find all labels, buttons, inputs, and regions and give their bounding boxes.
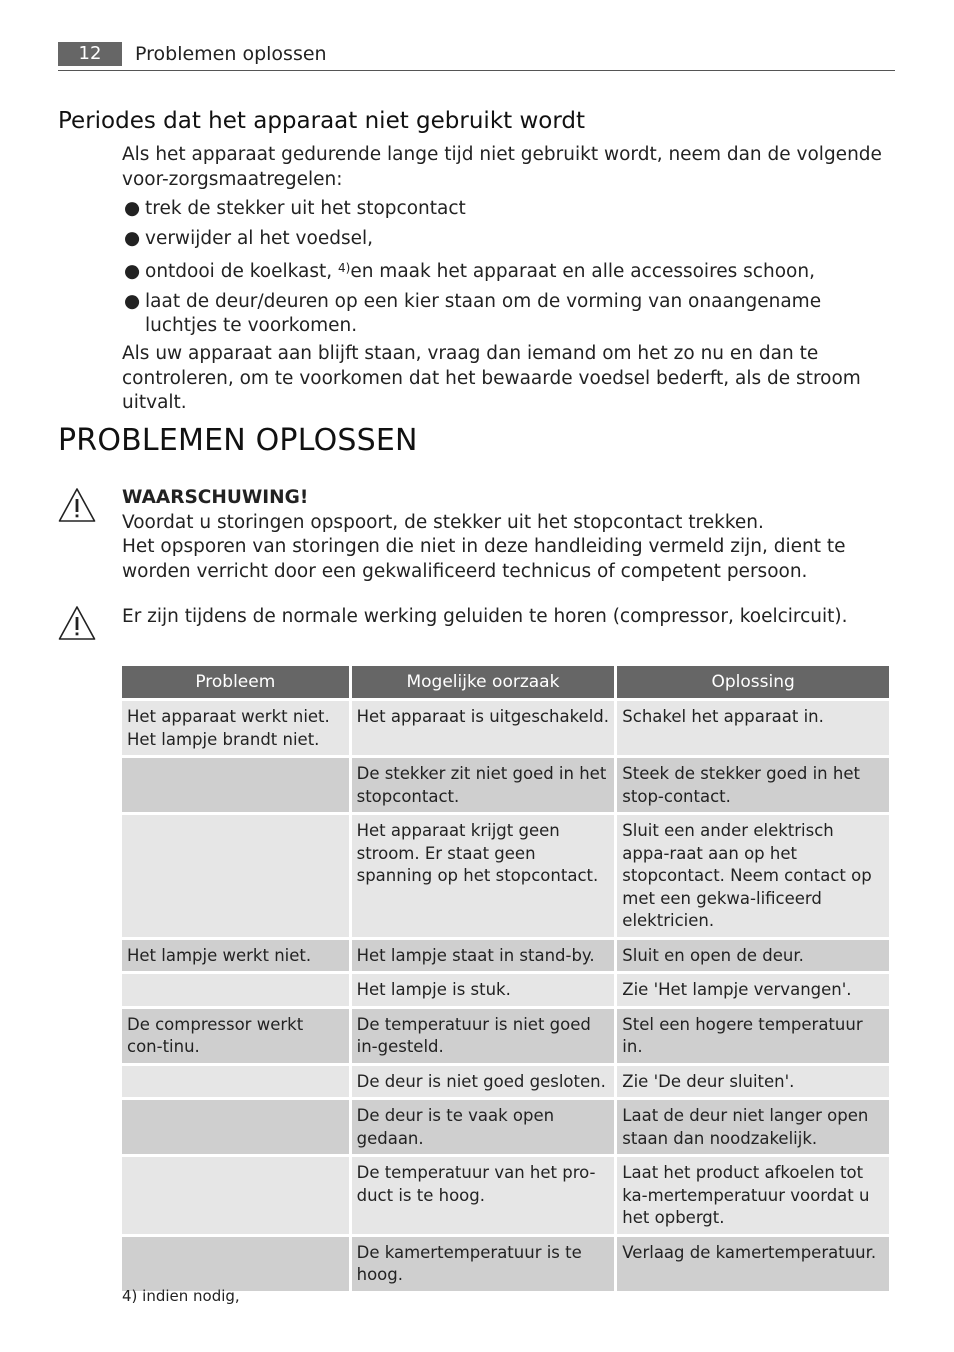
cell-cause: De stekker zit niet goed in het stopcontact.: [352, 758, 615, 812]
cell-problem: [122, 974, 349, 1006]
cell-solution: Zie 'De deur sluiten'.: [617, 1066, 889, 1098]
bullet-icon: ●: [124, 198, 141, 219]
list-item: [122, 197, 892, 222]
precaution-list: [122, 197, 892, 339]
table-header-row: [122, 666, 889, 698]
page-title: PROBLEMEN OPLOSSEN: [58, 423, 418, 458]
cell-problem: Het lampje werkt niet.: [122, 940, 349, 972]
warning-block: [122, 486, 892, 584]
cell-problem: [122, 1100, 349, 1154]
table-row: [122, 974, 889, 1006]
footnote: 4) indien nodig,: [122, 1287, 240, 1305]
list-item-text: trek de stekker uit het stopcontact: [145, 198, 466, 219]
cell-cause: Het lampje staat in stand-by.: [352, 940, 615, 972]
cell-cause: De deur is niet goed gesloten.: [352, 1066, 615, 1098]
cell-problem: [122, 758, 349, 812]
cell-cause: De kamertemperatuur is te hoog.: [352, 1237, 615, 1291]
cell-solution: Laat de deur niet langer open staan dan noodzakelijk.: [617, 1100, 889, 1154]
running-title: Problemen oplossen: [135, 43, 327, 65]
cell-solution: Steek de stekker goed in het stop-contact.: [617, 758, 889, 812]
cell-solution: Verlaag de kamertemperatuur.: [617, 1237, 889, 1291]
warning-triangle-icon: [58, 487, 96, 523]
cell-problem: Het apparaat werkt niet. Het lampje brandt niet.: [122, 701, 349, 755]
cell-solution: Stel een hogere temperatuur in.: [617, 1009, 889, 1063]
cell-problem: [122, 815, 349, 937]
cell-solution: Sluit een ander elektrisch appa-raat aan op het stopcontact. Neem contact op met een gekwa-lificeerd elektricien.: [617, 815, 889, 937]
cell-problem: [122, 1066, 349, 1098]
page-number: 12: [58, 42, 122, 66]
cell-problem: De compressor werkt con-tinu.: [122, 1009, 349, 1063]
troubleshooting-table: [119, 663, 892, 1294]
section-title: Periodes dat het apparaat niet gebruikt wordt: [58, 108, 586, 134]
cell-cause: Het apparaat krijgt geen stroom. Er staat geen spanning op het stopcontact.: [352, 815, 615, 937]
warning-heading: WAARSCHUWING!: [122, 487, 309, 508]
list-item: [122, 227, 892, 252]
list-item-text: laat de deur/deuren op een kier staan om de vorming van onaangename luchtjes te voorkomen.: [145, 290, 822, 336]
cell-solution: Laat het product afkoelen tot ka-mertemperatuur voordat u het opbergt.: [617, 1157, 889, 1234]
list-item: [122, 290, 892, 339]
note-text: Er zijn tijdens de normale werking geluiden te horen (compressor, koelcircuit).: [122, 606, 848, 627]
cell-cause: Het lampje is stuk.: [352, 974, 615, 1006]
page-header: [58, 40, 895, 71]
bullet-icon: ●: [124, 227, 141, 249]
bullet-icon: ●: [124, 261, 141, 282]
list-item: [122, 260, 892, 285]
cell-solution: Sluit en open de deur.: [617, 940, 889, 972]
table-row: [122, 940, 889, 972]
table-row: [122, 701, 889, 755]
cell-solution: Zie 'Het lampje vervangen'.: [617, 974, 889, 1006]
table-row: [122, 1157, 889, 1234]
table-row: [122, 815, 889, 937]
column-header-cause: Mogelijke oorzaak: [352, 666, 615, 698]
cell-cause: De deur is te vaak open gedaan.: [352, 1100, 615, 1154]
list-item-text-b: en maak het apparaat en alle accessoires schoon,: [350, 261, 815, 282]
warning-line: Voordat u storingen opspoort, de stekker uit het stopcontact trekken.: [122, 511, 764, 533]
section-outro: Als uw apparaat aan blijft staan, vraag dan iemand om het zo nu en dan te controleren, om te voorkomen dat het bewaarde voedsel bederft, als de stroom uitvalt.: [122, 343, 861, 413]
cell-cause: De temperatuur van het pro-duct is te hoog.: [352, 1157, 615, 1234]
list-item-text-a: ontdooi de koelkast,: [145, 261, 338, 282]
list-item-text: verwijder al het voedsel,: [145, 227, 373, 249]
cell-cause: Het apparaat is uitgeschakeld.: [352, 701, 615, 755]
cell-problem: [122, 1157, 349, 1234]
footnote-ref: 4): [337, 261, 351, 275]
bullet-icon: ●: [124, 290, 141, 312]
warning-triangle-icon: [58, 605, 96, 641]
table-row: [122, 1100, 889, 1154]
column-header-solution: Oplossing: [617, 666, 889, 698]
table-row: [122, 1237, 889, 1291]
cell-problem: [122, 1237, 349, 1291]
section-intro: Als het apparaat gedurende lange tijd niet gebruikt wordt, neem dan de volgende voor-zorgsmaatregelen:: [122, 144, 882, 190]
cell-solution: Schakel het apparaat in.: [617, 701, 889, 755]
cell-cause: De temperatuur is niet goed in-gesteld.: [352, 1009, 615, 1063]
warning-line: Het opsporen van storingen die niet in deze handleiding vermeld zijn, dient te worden verricht door een gekwalificeerd technicus of competent persoon.: [122, 536, 846, 582]
column-header-problem: Probleem: [122, 666, 349, 698]
table-row: [122, 758, 889, 812]
table-row: [122, 1066, 889, 1098]
table-row: [122, 1009, 889, 1063]
